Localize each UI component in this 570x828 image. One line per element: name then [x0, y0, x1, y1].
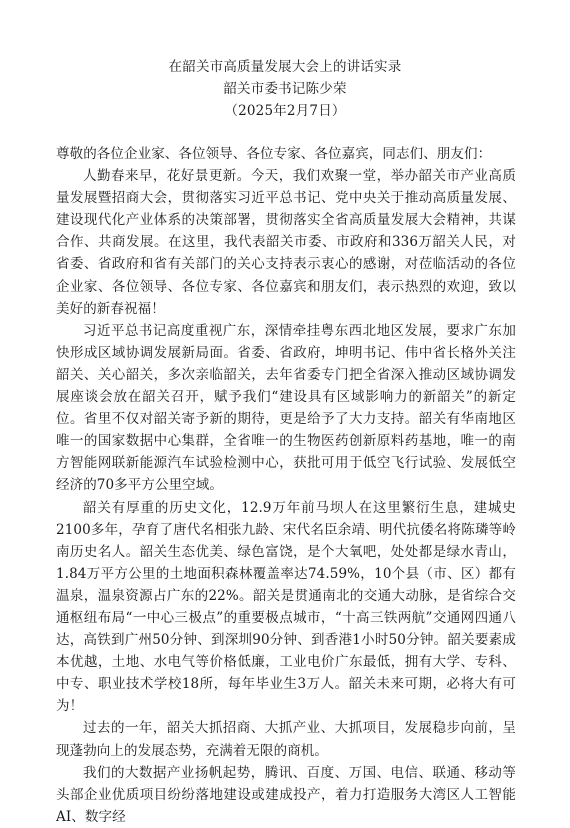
- document-speaker: 韶关市委书记陈少荣: [223, 81, 347, 97]
- salutation: 尊敬的各位企业家、各位领导、各位专家、各位嘉宾，同志们、朋友们：: [56, 146, 492, 162]
- document-title: 在韶关市高质量发展大会上的讲话实录: [168, 59, 402, 75]
- paragraph: 人勤春来早，花好景更新。今天，我们欢聚一堂，举办韶关市产业高质量发展暨招商大会，贯彻落实习近平总书记、党中央关于推动高质量发展、建设现代化产业体系的决策部署，贯彻落实全省高质量发展大会精神，共谋合作、共商发展。在这里，我代表韶关市委、市政府和336万韶关人民，对省委、省政府和省有关部门的关心支持表示衷心的感谢，对莅临活动的各位企业家、各位领导、各位专家、各位嘉宾和朋友们，表示热烈的欢迎，致以美好的新春祝福！: [56, 168, 516, 317]
- speech-body: [56, 143, 516, 828]
- paragraph: 韶关有厚重的历史文化，12.9万年前马坝人在这里繁衍生息，建城史2100多年，孕育了唐代名相张九龄、宋代名臣余靖、明代抗倭名将陈璘等岭南历史名人。韶关生态优美、绿色富饶，是个大氧吧，处处都是绿水青山，1.84万平方公里的土地面积森林覆盖率达74.59%，10个县（市、区）都有温泉，温泉资源占广东的22%。韶关是贯通南北的交通大动脉，是省综合交通枢纽布局“一中心三极点”的重要极点城市，“十高三铁两航”交通网四通八达，高铁到广州50分钟、到深圳90分钟、到香港1小时50分钟。韶关要素成本优越，土地、水电气等价格低廉，工业电价广东最低，拥有大学、专科、中专、职业技术学校18所，每年毕业生3万人。韶关未来可期，必将大有可为！: [56, 499, 516, 715]
- paragraph: 习近平总书记高度重视广东，深情牵挂粤东西北地区发展，要求广东加快形成区域协调发展新局面。省委、省政府，坤明书记、伟中省长格外关注韶关、关心韶关，多次亲临韶关，去年省委专门把全省深入推动区域协调发展座谈会放在韶关召开，赋予我们“建设具有区域影响力的新韶关”的新定位。省里不仅对韶关寄予新的期待，更是给予了大力支持。韶关有华南地区唯一的国家数据中心集群，全省唯一的生物医药创新原料药基地，唯一的南方智能网联新能源汽车试验检测中心，获批可用于低空飞行试验、发展低空经济的70多平方公里空域。: [56, 322, 516, 494]
- paragraph: 我们的大数据产业扬帆起势，腾讯、百度、万国、电信、联通、移动等头部企业优质项目纷纷落地建设或建成投产，着力打造服务大湾区人工智能AI、数字经: [56, 764, 516, 825]
- paragraph: 过去的一年，韶关大抓招商、大抓产业、大抓项目，发展稳步向前，呈现蓬勃向上的发展态势，充满着无限的商机。: [56, 720, 516, 759]
- document-date: （2025年2月7日）: [224, 103, 346, 119]
